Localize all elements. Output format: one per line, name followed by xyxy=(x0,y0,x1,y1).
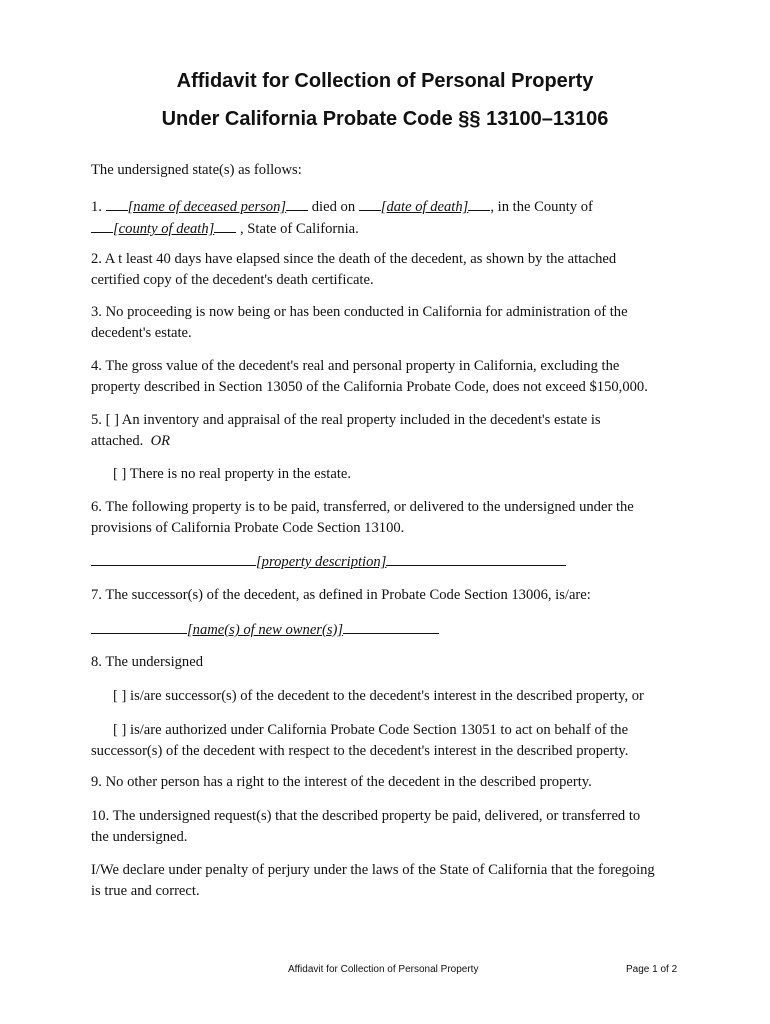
or-text: OR xyxy=(150,433,171,449)
item-5: 5. [ ] An inventory and appraisal of the real property included in the decedent's estate is attached. OR xyxy=(91,410,691,452)
new-owners-line xyxy=(91,619,691,641)
new-owners-placeholder: [name(s) of new owner(s)] xyxy=(187,622,344,638)
died-on-text: died on xyxy=(311,199,356,215)
footer-title: Affidavit for Collection of Personal Property xyxy=(288,964,479,975)
item-6: 6. The following property is to be paid, transferred, or delivered to the undersigned under the provisions of California Probate Code Section 13100. xyxy=(91,499,634,536)
intro-text: The undersigned state(s) as follows: xyxy=(91,162,302,178)
page-number: Page 1 of 2 xyxy=(626,964,678,975)
authorized-checkbox-line: [ ] is/are authorized under California Probate Code Section 13051 to act on behalf of the successor(s) of the decedent with respect to the decedent's interest in the described property. xyxy=(91,722,629,759)
item-9: 9. No other person has a right to the interest of the decedent in the described property. xyxy=(91,774,592,790)
declaration: I/We declare under penalty of perjury under the laws of the State of California that the foregoing is true and correct. xyxy=(91,862,655,899)
item-3: 3. No proceeding is now being or has been conducted in California for administration of the decedent's estate. xyxy=(91,304,628,341)
item-8: 8. The undersigned xyxy=(91,654,203,670)
property-description-line xyxy=(91,551,691,573)
item-4: 4. The gross value of the decedent's real and personal property in California, excluding the property described in Section 13050 of the California Probate Code, does not exceed $150,000. xyxy=(91,358,648,395)
state-of-california-text: , State of California. xyxy=(240,221,359,237)
item-1 xyxy=(91,196,691,240)
item-10: 10. The undersigned request(s) that the described property be paid, delivered, or transferred to the undersigned. xyxy=(91,808,641,845)
county-of-death-placeholder: [county of death] xyxy=(113,221,215,237)
item-2: 2. A t least 40 days have elapsed since the death of the decedent, as shown by the attached certified copy of the decedent's death certificate. xyxy=(91,251,617,288)
date-of-death-placeholder: [date of death] xyxy=(380,199,469,215)
property-description-placeholder: [property description] xyxy=(256,554,387,570)
successor-checkbox-line: [ ] is/are successor(s) of the decedent to the decedent's interest in the described property, or xyxy=(113,688,644,704)
item-7: 7. The successor(s) of the decedent, as defined in Probate Code Section 13006, is/are: xyxy=(91,587,591,603)
document-title: Affidavit for Collection of Personal Property xyxy=(176,70,594,92)
document-subtitle: Under California Probate Code §§ 13100–13106 xyxy=(161,108,609,130)
county-of-text: , in the County of xyxy=(490,199,593,215)
no-real-property-checkbox-line: [ ] There is no real property in the estate. xyxy=(113,466,352,482)
deceased-name-placeholder: [name of deceased person] xyxy=(127,199,287,215)
item-1-number: 1. xyxy=(91,199,102,215)
inventory-checkbox-line: 5. [ ] An inventory and appraisal of the real property included in the decedent's estate is xyxy=(91,412,601,428)
